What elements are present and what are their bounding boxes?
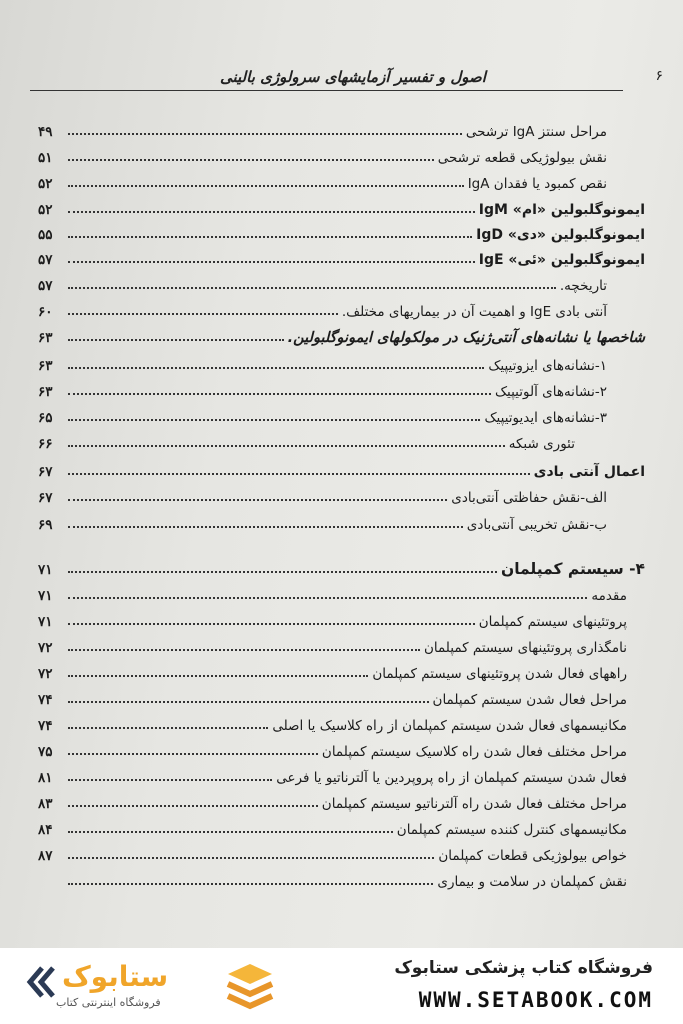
toc-entry-title: راههای فعال شدن پروتئینهای سیستم کمپلمان bbox=[372, 666, 627, 682]
toc-entry[interactable] bbox=[38, 144, 645, 166]
toc-entry[interactable] bbox=[38, 221, 645, 243]
dot-leader bbox=[68, 805, 318, 807]
dot-leader bbox=[68, 133, 462, 135]
toc-entry-page: ۵۱ bbox=[38, 150, 53, 166]
toc-entry-title: مکانیسمهای کنترل کننده سیستم کمپلمان bbox=[396, 822, 627, 838]
toc-entry[interactable] bbox=[38, 712, 645, 734]
toc-entry[interactable] bbox=[38, 298, 645, 320]
toc-entry-title: خواص بیولوژیکی قطعات کمپلمان bbox=[438, 848, 627, 864]
toc-entry[interactable] bbox=[38, 582, 645, 604]
toc-entry-title: مراحل مختلف فعال شدن راه آلترناتیو سیستم کمپلمان bbox=[321, 796, 627, 812]
toc-entry[interactable] bbox=[38, 430, 645, 452]
dot-leader bbox=[68, 393, 491, 395]
logo-text: ستابوک bbox=[62, 960, 169, 993]
toc-entry-title: ۴- سیستم کمپلمان bbox=[500, 560, 645, 578]
toc-entry[interactable] bbox=[38, 118, 645, 140]
toc-entry[interactable] bbox=[38, 352, 645, 374]
store-url[interactable]: WWW.SETABOOK.COM bbox=[418, 988, 653, 1012]
toc-entry-title: تئوری شبکه bbox=[508, 436, 575, 452]
dot-leader bbox=[68, 857, 434, 859]
dot-leader bbox=[68, 623, 475, 625]
toc-entry-title: اعمال آنتی بادی bbox=[533, 464, 645, 480]
toc-entry-title: شاخصها یا نشانه‌های آنتی‌ژنیک در مولکولهای ایمونوگلبولین. bbox=[287, 330, 645, 346]
toc-entry-page: ۶۷ bbox=[38, 490, 53, 506]
store-name: فروشگاه کتاب پزشکی ستابوک bbox=[394, 958, 653, 978]
toc-entry-page: ۷۵ bbox=[38, 744, 53, 760]
running-head-title: اصول و تفسیر آزمایشهای سرولوژی بالینی bbox=[220, 68, 486, 86]
toc-entry-title: ایمونوگلبولین «ئی» IgE bbox=[478, 252, 645, 268]
toc-entry-title: ۲-نشانه‌های آلوتیپیک bbox=[494, 384, 607, 400]
toc-entry-title: ایمونوگلبولین «دی» IgD bbox=[476, 227, 645, 243]
dot-leader bbox=[68, 779, 272, 781]
toc-entry-page: ۷۴ bbox=[38, 718, 53, 734]
toc-entry[interactable] bbox=[38, 842, 645, 864]
toc-entry-page: ۷۱ bbox=[38, 562, 53, 578]
dot-leader bbox=[68, 701, 429, 703]
store-footer bbox=[0, 948, 683, 1024]
page-number: ۶ bbox=[655, 68, 663, 84]
toc-entry[interactable] bbox=[38, 816, 645, 838]
dot-leader bbox=[68, 883, 433, 885]
toc-entry[interactable] bbox=[38, 404, 645, 426]
toc-entry-page: ۷۲ bbox=[38, 666, 53, 682]
dot-leader bbox=[68, 597, 587, 599]
toc-entry-page: ۶۵ bbox=[38, 410, 53, 426]
toc-entry-page: ۸۳ bbox=[38, 796, 53, 812]
toc-entry[interactable] bbox=[38, 738, 645, 760]
toc-entry-title: آنتی بادی IgE و اهمیت آن در بیماریهای مختلف. bbox=[341, 304, 607, 320]
toc-entry-title: مکانیسمهای فعال شدن سیستم کمپلمان از راه کلاسیک یا اصلی bbox=[272, 718, 627, 734]
store-logo[interactable] bbox=[26, 958, 276, 1016]
toc-entry-page: ۷۱ bbox=[38, 588, 53, 604]
toc-entry-title: مراحل مختلف فعال شدن راه کلاسیک سیستم کمپلمان bbox=[321, 744, 627, 760]
toc-entry-title: الف-نقش حفاظتی آنتی‌بادی bbox=[451, 490, 607, 506]
dot-leader bbox=[68, 473, 530, 475]
toc-entry[interactable] bbox=[38, 608, 645, 630]
toc-entry-page: ۵۲ bbox=[38, 202, 53, 218]
toc-entry-title: مقدمه bbox=[591, 588, 627, 604]
dot-leader bbox=[68, 419, 480, 421]
toc-entry-page: ۷۱ bbox=[38, 614, 53, 630]
toc-entry-title: نقص کمبود یا فقدان IgA bbox=[467, 176, 607, 192]
toc-entry-page: ۶۳ bbox=[38, 330, 53, 346]
toc-entry-title: مراحل سنتز IgA ترشحی bbox=[465, 124, 607, 140]
toc-entry[interactable] bbox=[38, 272, 645, 294]
toc-entry[interactable] bbox=[38, 458, 645, 480]
toc-entry[interactable] bbox=[38, 790, 645, 812]
toc-entry-page: ۸۷ bbox=[38, 848, 53, 864]
dot-leader bbox=[68, 675, 368, 677]
dot-leader bbox=[68, 571, 497, 573]
toc-entry[interactable] bbox=[38, 868, 645, 890]
toc-entry-page: ۷۲ bbox=[38, 640, 53, 656]
toc-entry[interactable] bbox=[38, 196, 645, 218]
dot-leader bbox=[68, 185, 464, 187]
double-chevron-icon bbox=[26, 962, 56, 1002]
toc-entry[interactable] bbox=[38, 764, 645, 786]
toc-entry[interactable] bbox=[38, 378, 645, 400]
running-head bbox=[30, 68, 663, 91]
toc-entry-page: ۸۴ bbox=[38, 822, 53, 838]
toc-entry-page: ۶۳ bbox=[38, 358, 53, 374]
dot-leader bbox=[68, 287, 556, 289]
toc-entry[interactable] bbox=[38, 484, 645, 506]
toc-entry[interactable] bbox=[38, 686, 645, 708]
toc-entry-title: نقش کمپلمان در سلامت و بیماری bbox=[437, 874, 627, 890]
toc-entry-title: ب-نقش تخریبی آنتی‌بادی bbox=[466, 517, 607, 533]
dot-leader bbox=[68, 831, 393, 833]
logo-subtitle: فروشگاه اینترنتی کتاب bbox=[56, 996, 161, 1009]
toc-entry-title: مراحل فعال شدن سیستم کمپلمان bbox=[432, 692, 627, 708]
toc-entry[interactable] bbox=[38, 556, 645, 578]
toc-entry[interactable] bbox=[38, 246, 645, 268]
dot-leader bbox=[68, 236, 472, 238]
toc-entry-title: فعال شدن سیستم کمپلمان از راه پروپردین یا آلترناتیو یا فرعی bbox=[276, 770, 627, 786]
toc-entry-page: ۶۹ bbox=[38, 517, 53, 533]
toc-entry-page: ۵۲ bbox=[38, 176, 53, 192]
dot-leader bbox=[68, 753, 318, 755]
dot-leader bbox=[68, 727, 268, 729]
toc-entry-page: ۸۱ bbox=[38, 770, 53, 786]
toc-entry-title: نقش بیولوژیکی قطعه ترشحی bbox=[437, 150, 607, 166]
dot-leader bbox=[68, 159, 434, 161]
toc-entry-page: ۶۰ bbox=[38, 304, 53, 320]
toc-entry-page: ۵۵ bbox=[38, 227, 53, 243]
toc-entry-page: ۶۷ bbox=[38, 464, 53, 480]
dot-leader bbox=[68, 313, 338, 315]
toc-entry-page: ۷۴ bbox=[38, 692, 53, 708]
toc-entry[interactable] bbox=[38, 634, 645, 656]
dot-leader bbox=[68, 649, 420, 651]
toc-entry-title: تاریخچه. bbox=[559, 278, 607, 294]
toc-entry-page: ۵۷ bbox=[38, 278, 53, 294]
toc-entry-title: ۱-نشانه‌های ایزوتیپیک bbox=[488, 358, 607, 374]
toc-entry-page: ۶۳ bbox=[38, 384, 53, 400]
toc-entry[interactable] bbox=[38, 170, 645, 192]
toc-entry[interactable] bbox=[38, 660, 645, 682]
dot-leader bbox=[68, 367, 484, 369]
toc-entry-title: پروتئینهای سیستم کمپلمان bbox=[478, 614, 627, 630]
dot-leader bbox=[68, 499, 447, 501]
toc-entry-page: ۴۹ bbox=[38, 124, 53, 140]
book-stack-icon bbox=[224, 958, 276, 1014]
toc-entry[interactable] bbox=[38, 324, 645, 346]
toc-entry-title: ۳-نشانه‌های ایدیوتیپیک bbox=[484, 410, 607, 426]
toc-entry-title: نامگذاری پروتئینهای سیستم کمپلمان bbox=[423, 640, 627, 656]
toc-entry-page: ۶۶ bbox=[38, 436, 53, 452]
dot-leader bbox=[68, 526, 463, 528]
dot-leader bbox=[68, 339, 284, 341]
dot-leader bbox=[68, 211, 475, 213]
toc-entry-page: ۵۷ bbox=[38, 252, 53, 268]
dot-leader bbox=[68, 445, 505, 447]
toc-entry-title: ایمونوگلبولین «ام» IgM bbox=[478, 202, 645, 218]
dot-leader bbox=[68, 261, 475, 263]
toc-entry[interactable] bbox=[38, 511, 645, 533]
